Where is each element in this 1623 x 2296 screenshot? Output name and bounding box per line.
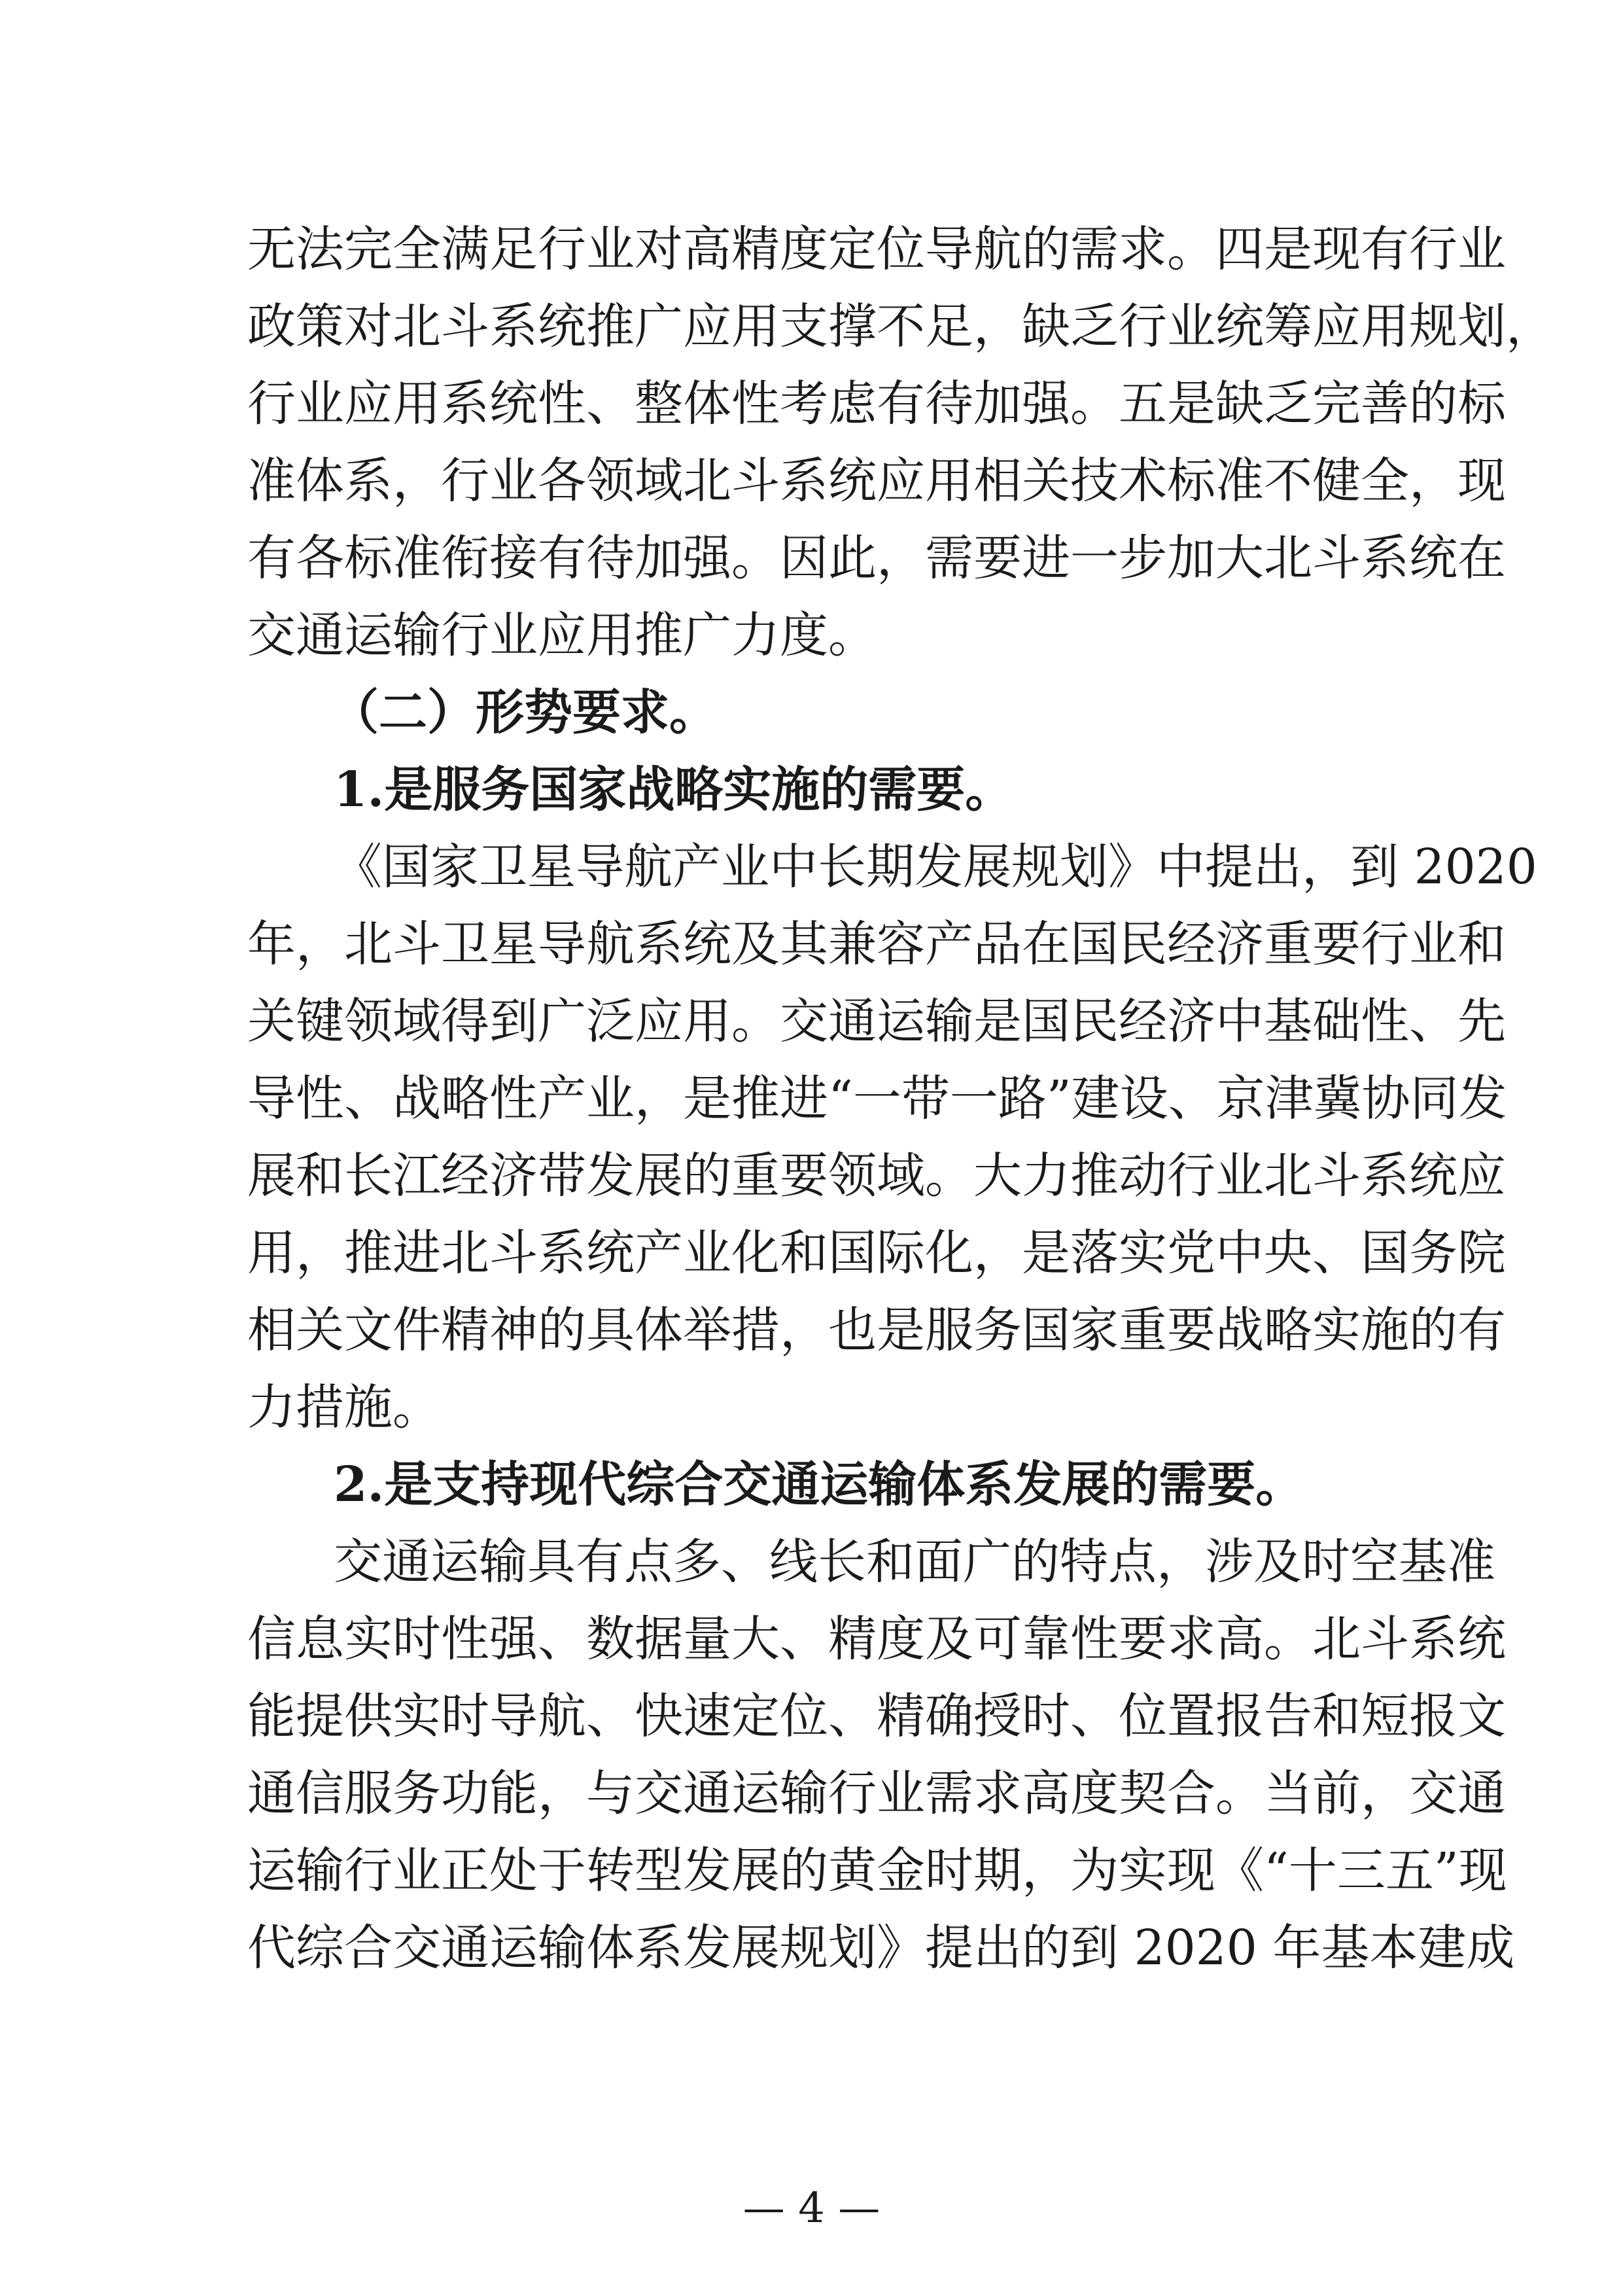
page-number: — 4 — [742, 2184, 881, 2233]
subsection-heading: 2.是支持现代综合交通运输体系发展的需要。 [334, 1457, 1304, 1513]
body-text-line: 准体系，行业各领域北斗系统应用相关技术标准不健全，现 [247, 453, 1506, 509]
body-text-line: 交通运输行业应用推广力度。 [247, 607, 877, 663]
body-text-line: 能提供实时导航、快速定位、精确授时、位置报告和短报文 [247, 1688, 1506, 1744]
body-text-line: 年，北斗卫星导航系统及其兼容产品在国民经济重要行业和 [247, 916, 1506, 972]
section-heading: （二）形势要求。 [330, 684, 718, 741]
body-text-line: 交通运输具有点多、线长和面广的特点，涉及时空基准 [334, 1534, 1495, 1590]
body-text-line: 用，推进北斗系统产业化和国际化，是落实党中央、国务院 [247, 1225, 1506, 1281]
body-text-line: 无法完全满足行业对高精度定位导航的需求。四是现有行业 [247, 221, 1506, 277]
body-text-line: 力措施。 [247, 1379, 441, 1436]
body-text-line: 运输行业正处于转型发展的黄金时期，为实现《“十三五”现 [247, 1843, 1507, 1899]
body-text-line: 展和长江经济带发展的重要领域。大力推动行业北斗系统应 [247, 1148, 1506, 1204]
body-text-line: 信息实时性强、数据量大、精度及可靠性要求高。北斗系统 [247, 1611, 1506, 1667]
body-text-line: 《国家卫星导航产业中长期发展规划》中提出，到 2020 [334, 839, 1537, 895]
subsection-heading: 1.是服务国家战略实施的需要。 [334, 762, 1014, 818]
body-text-line: 相关文件精神的具体举措，也是服务国家重要战略实施的有 [247, 1302, 1506, 1358]
body-text-line: 有各标准衔接有待加强。因此，需要进一步加大北斗系统在 [247, 530, 1506, 586]
body-text-line: 行业应用系统性、整体性考虑有待加强。五是缺乏完善的标 [247, 376, 1506, 432]
body-text-line: 政策对北斗系统推广应用支撑不足，缺乏行业统筹应用规划， [247, 298, 1554, 355]
body-text-line: 导性、战略性产业，是推进“一带一路”建设、京津冀协同发 [247, 1070, 1507, 1127]
body-text-line: 关键领域得到广泛应用。交通运输是国民经济中基础性、先 [247, 993, 1506, 1050]
body-text-line: 通信服务功能，与交通运输行业需求高度契合。当前，交通 [247, 1765, 1506, 1822]
body-text-line: 代综合交通运输体系发展规划》提出的到 2020 年基本建成 [247, 1920, 1515, 1976]
